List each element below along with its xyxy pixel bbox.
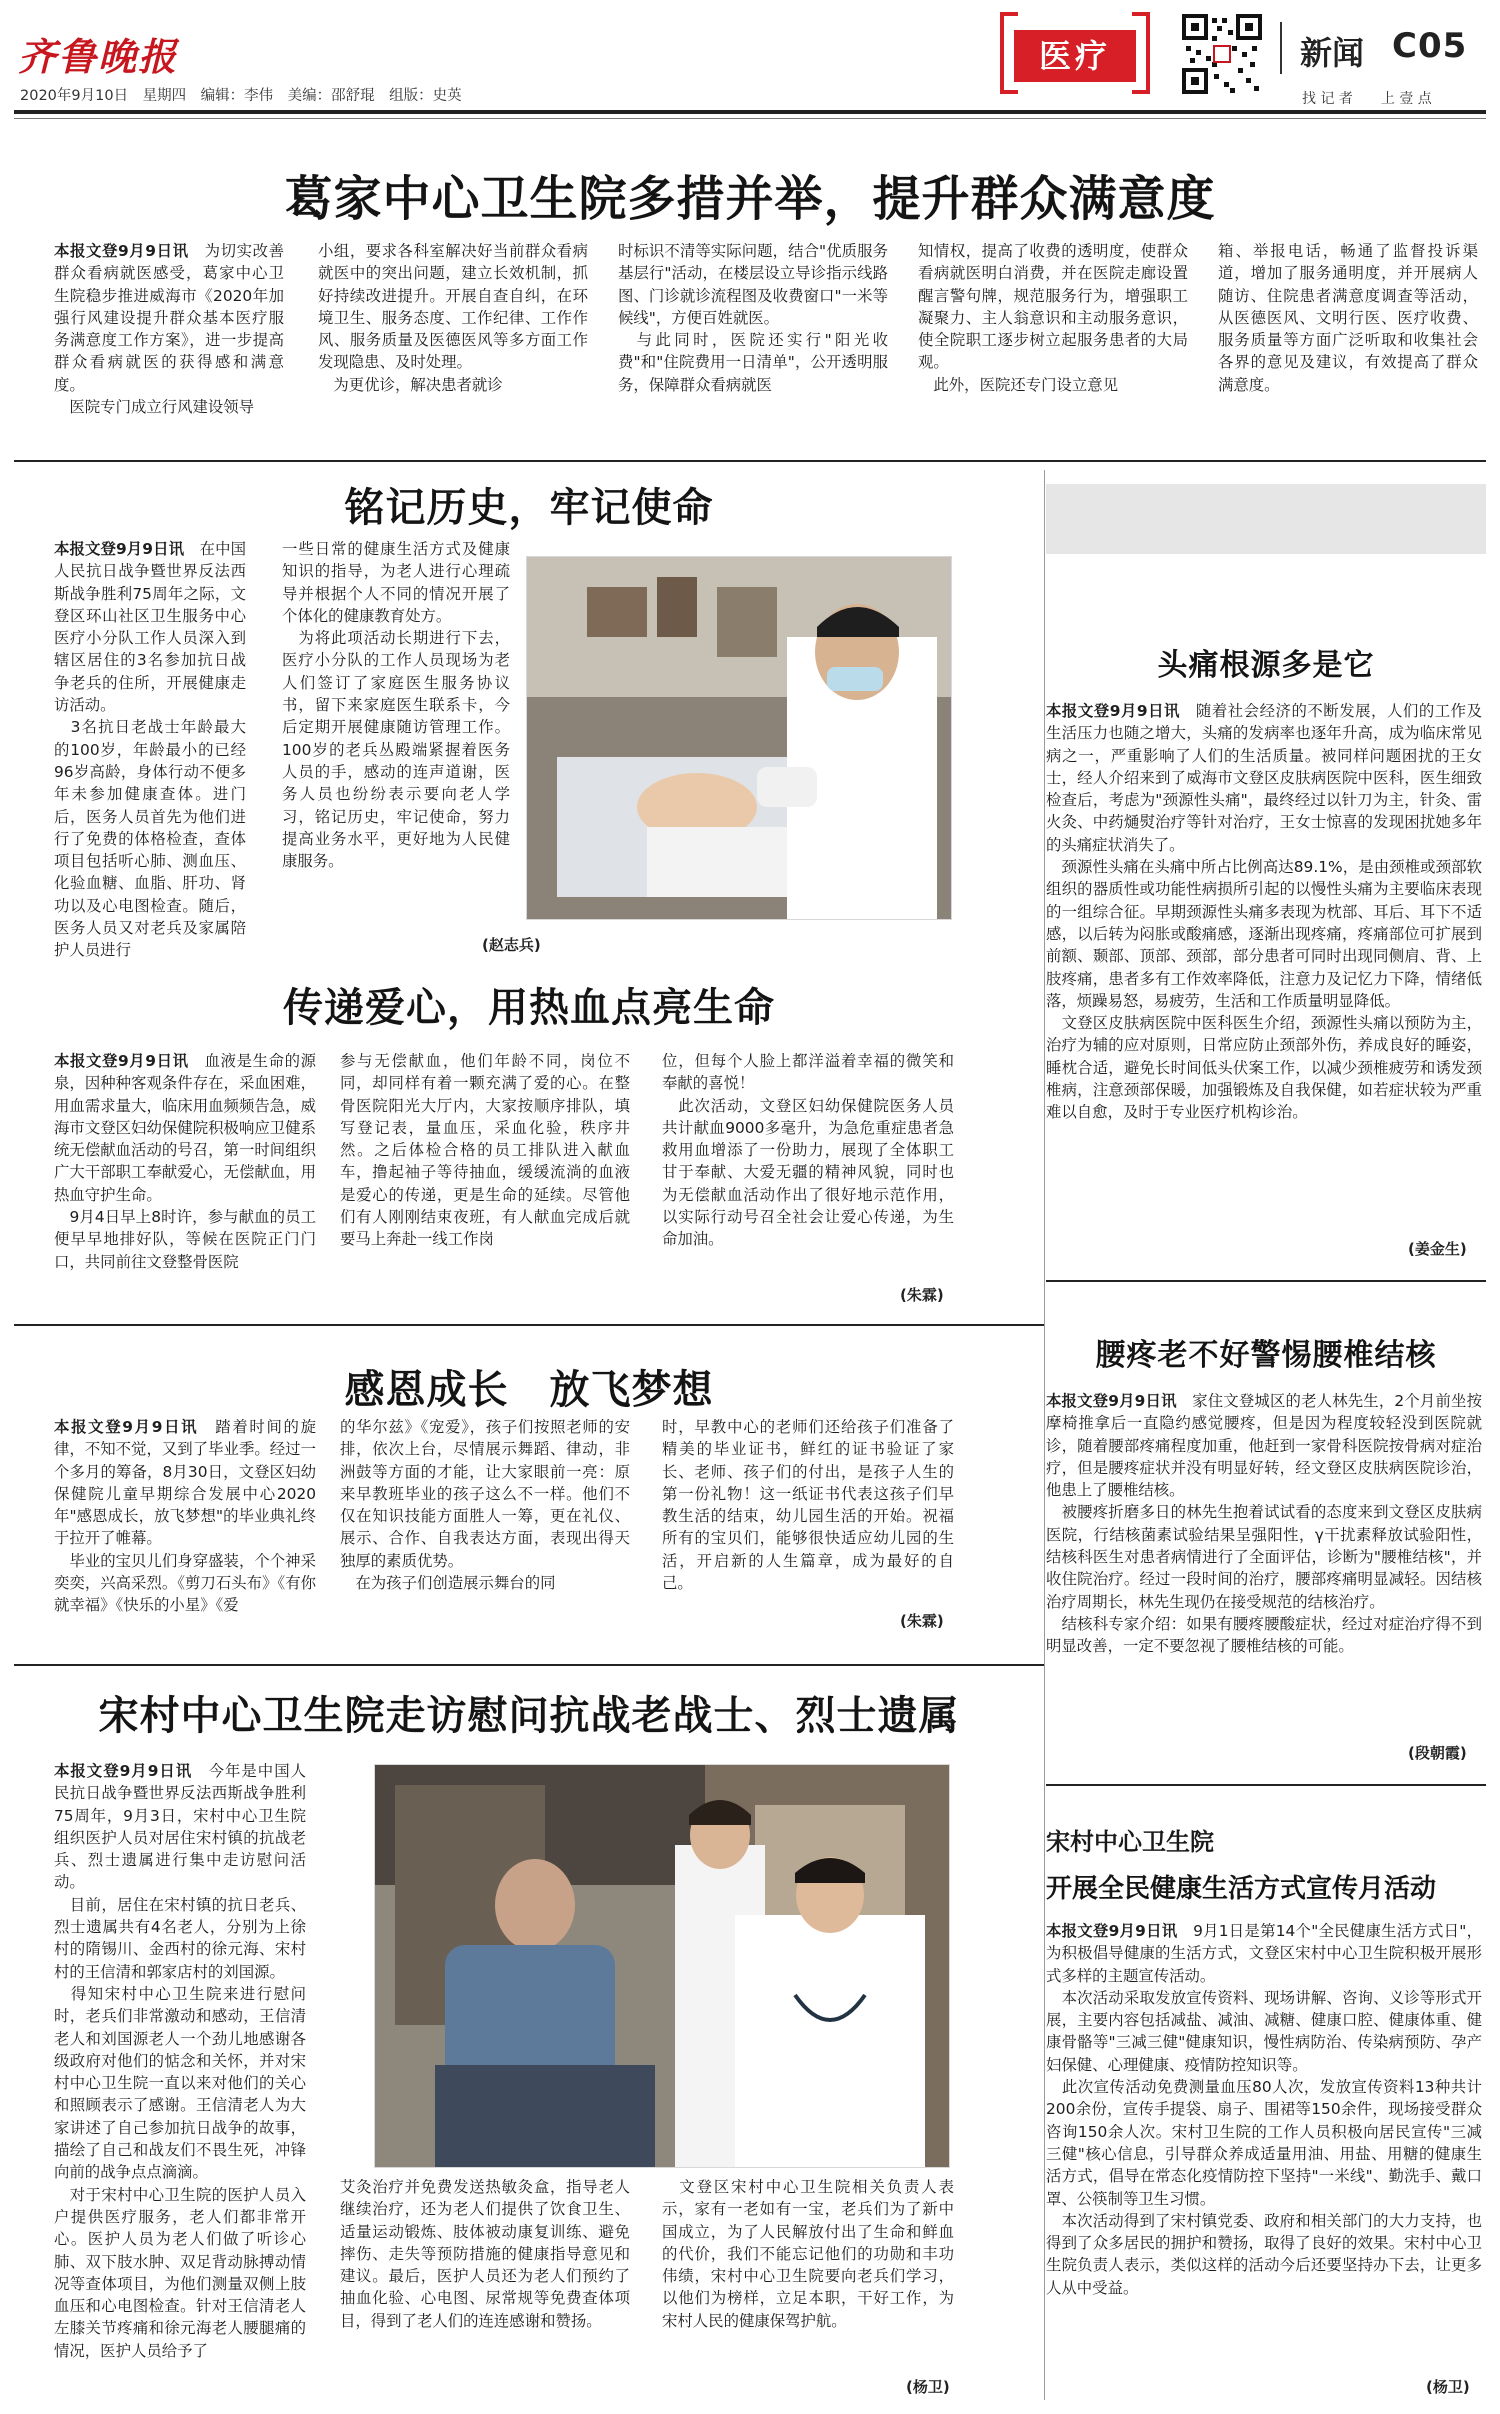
divider [14, 1324, 1044, 1326]
masthead-rule [14, 110, 1486, 114]
article-5-col-3: 文登区宋村中心卫生院相关负责人表示，家有一老如有一宝，老兵们为了新中国成立，为了人民解放付出了生命和鲜血的代价，我们不能忘记他们的功勋和丰功伟绩，宋村中心卫生院要向老兵们学习，以他们为榜样，立足本职，干好工作，为宋村人民的健康保驾护航。 [662, 2178, 954, 2330]
section-name: 新闻 [1300, 34, 1365, 72]
divider [1046, 1784, 1486, 1786]
article-5-col-1: 本报文登9月9日讯 今年是中国人民抗日战争暨世界反法西斯战争胜利75周年，9月3日，宋村中心卫生院组织医护人员对居住宋村镇的抗战老兵、烈士遗属进行集中走访慰问活动。 目前，居住在宋村镇的抗日老兵、烈士遗属共有4名老人，分别为上徐村的隋锡川、金西村的徐元海、宋村村的王信清和郭家店村的刘国源。 得知宋村中心卫生院来进行慰问时，老兵们非常激动和感动，王信清老人和刘国源老人一个劲儿地感谢各级政府对他们的惦念和关怀，并对宋村中心卫生院一直以来对他们的关心和照顾表示了感谢。王信清老人为大家讲述了自己参加抗日战争的故事，描绘了自己和战友们不畏生死，冲锋向前的战争点点滴滴。 对于宋村中心卫生院的医护人员入户提供医疗服务，老人们都非常开心。医护人员为老人们做了听诊心肺、双下肢水肿、双足背动脉搏动情况等查体项目，为他们测量双侧上肢血压和心电图检查。针对王信清老人左膝关节疼痛和徐元海老人腰腿痛的情况，医护人员给予了 [54, 1762, 306, 2360]
article-3-col-3: 位，但每个人脸上都洋溢着幸福的微笑和奉献的喜悦！ 此次活动，文登区妇幼保健院医务人员共计献血9000多毫升，为急危重症患者急救用血增添了一份助力，展现了全体职工甘于奉献、大爱无疆的精神风貌，同时也为无偿献血活动作出了很好地示范作用，以实际行动号召全社会让爱心传递，为生命加油。 [662, 1052, 954, 1249]
article-5-col-2: 艾灸治疗并免费发送热敏灸盒，指导老人继续治疗，还为老人们提供了饮食卫生、适量运动锻炼、肢体被动康复训练、避免摔伤、走失等预防措施的健康指导意见和建议。最后，医护人员还为老人们预约了抽血化验、心电图、尿常规等免费查体项目，得到了老人们的连连感谢和赞扬。 [340, 2178, 630, 2330]
divider [1046, 1280, 1486, 1282]
right-article-3-body: 本报文登9月9日讯 9月1日是第14个"全民健康生活方式日"，为积极倡导健康的生活方式，文登区宋村中心卫生院积极开展形式多样的主题宣传活动。 本次活动采取发放宣传资料、现场讲解、咨询、义诊等形式开展，主要内容包括减盐、减油、减糖、健康口腔、健康体重、健康骨骼等"三减三健"健康知识，慢性病防治、传染病预防、孕产妇保健、心理健康、疫情防控知识等。 此次宣传活动免费测量血压80人次，发放宣传资料13种共计200余份，宣传手提袋、扇子、围裙等150余件，现场接受群众咨询150余人次。宋村卫生院的工作人员积极向居民宣传"三减三健"核心信息，引导群众养成适量用油、用盐、用糖的健康生活方式，倡导在常态化疫情防控下坚持"一米线"、勤洗手、戴口罩、公筷制等卫生习惯。 本次活动得到了宋村镇党委、政府和相关部门的大力支持，也得到了众多居民的拥护和赞扬，取得了良好的效果。宋村中心卫生院负责人表示，类似这样的活动今后还要坚持办下去，让更多人从中受益。 [1046, 1922, 1482, 2297]
article-1-col-1: 本报文登9月9日讯 为切实改善群众看病就医感受，葛家中心卫生院稳步推进威海市《2020年加强行风建设提升群众基本医疗服务满意度工作方案》，进一步提高群众看病就医的获得感和满意度。 医院专门成立行风建设领导 [54, 242, 284, 417]
article-4-signature: (朱霖) [900, 1612, 944, 1630]
section-divider [1280, 22, 1282, 74]
section-tag [1000, 12, 1150, 94]
qr-code[interactable] [1180, 12, 1264, 96]
right-article-1-body: 本报文登9月9日讯 随着社会经济的不断发展，人们的工作及生活压力也随之增大，头痛的发病率也逐年升高，成为临床常见病之一，严重影响了人们的生活质量。被同样问题困扰的王女士，经人介绍来到了威海市文登区皮肤病医院中医科，医生细致检查后，考虑为"颈源性头痛"，最终经过以针刀为主，针灸、雷火灸、中药熥熨治疗等针对治疗，王女士惊喜的发现困扰她多年的头痛症状消失了。 颈源性头痛在头痛中所占比例高达89.1%，是由颈椎或颈部软组织的器质性或功能性病损所引起的以慢性头痛为主要临床表现的一组综合征。早期颈源性头痛多表现为枕部、耳后、耳下不适感，以后转为闷胀或酸痛感，逐渐出现疼痛，疼痛部位可扩展到前额、颞部、顶部、颈部，部分患者可同时出现同侧肩、背、上肢疼痛，患者多有工作效率降低，注意力及记忆力下降，情绪低落，烦躁易怒，易疲劳，生活和工作质量明显降低。 文登区皮肤病医院中医科医生介绍，颈源性头痛以预防为主，治疗为辅的应对原则，日常应防止颈部外伤，养成良好的睡姿，睡枕合适，避免长时间低头伏案工作，以减少颈椎疲劳和诱发颈椎病，注意颈部保暖，加强锻炼及自我保健，如若症状较为严重难以自愈，及时于专业医疗机构诊治。 [1046, 702, 1482, 1122]
right-article-3-title: 开展全民健康生活方式宣传月活动 [1046, 1874, 1437, 1904]
section-tag-label: 医疗 [1014, 30, 1136, 82]
article-2-photo [526, 556, 952, 920]
right-article-1-signature: (姜金生) [1408, 1240, 1467, 1258]
article-3-signature: (朱霖) [900, 1286, 944, 1304]
article-3-col-1: 本报文登9月9日讯 血液是生命的源泉，因种种客观条件存在，采血困难，用血需求量大，临床用血频频告急，威海市文登区妇幼保健院积极响应卫健系统无偿献血活动的号召，第一时间组织广大干部职工奉献爱心，无偿献血，用热血守护生命。 9月4日早上8时许，参与献血的员工便早早地排好队，等候在医院正门门口，共同前往文登整骨医院 [54, 1052, 316, 1271]
article-4-col-3: 时，早教中心的老师们还给孩子们准备了精美的毕业证书，鲜红的证书验证了家长、老师、孩子们的付出，是孩子人生的第一份礼物！这一纸证书代表这孩子们早教生活的结束，幼儿园生活的开始。祝福所有的宝贝们，能够很快适应幼儿园的生活，开启新的人生篇章，成为最好的自己。 [662, 1418, 954, 1593]
date-line: 2020年9月10日 星期四 编辑：李伟 美编：邵舒琨 组版：史英 [20, 88, 462, 104]
right-article-3-signature: (杨卫) [1426, 2378, 1470, 2396]
article-2-title: 铭记历史，牢记使命 [344, 485, 714, 531]
divider [14, 1664, 1044, 1666]
article-1-col-3: 时标识不清等实际问题，结合"优质服务基层行"活动，在楼层设立导诊指示线路图、门诊就诊流程图及收费窗口"一米等候线"，方便百姓就医。 与此同时，医院还实行"阳光收费"和"住院费用一日清单"，公开透明服务，保障群众看病就医 [618, 242, 888, 394]
article-2-col-1: 本报文登9月9日讯 在中国人民抗日战争暨世界反法西斯战争胜利75周年之际，文登区环山社区卫生服务中心医疗小分队工作人员深入到辖区居住的3名参加抗日战争老兵的住所，开展健康走访活动。 3名抗日老战士年龄最大的100岁，年龄最小的已经96岁高龄，身体行动不便多年未参加健康查体。进门后，医务人员首先为他们进行了免费的体格检查，查体项目包括听心肺、测血压、化验血糖、血脂、肝功、肾功以及心电图检查。随后，医务人员又对老兵及家属陪护人员进行 [54, 540, 246, 960]
article-5-photo [374, 1764, 950, 2168]
article-2-col-2: 一些日常的健康生活方式及健康知识的指导，为老人进行心理疏导并根据个人不同的情况开展了个体化的健康教育处方。 为将此项活动长期进行下去，医疗小分队的工作人员现场为老人们签订了家庭医生服务协议书，留下来家庭医生联系卡，今后定期开展健康随访管理工作。100岁的老兵丛殿端紧握着医务人员的手，感动的连声道谢，医务人员也纷纷表示要向老人学习，铭记历史，牢记使命，努力提高业务水平，更好地为人民健康服务。 [282, 540, 510, 871]
article-4-col-1: 本报文登9月9日讯 踏着时间的旋律，不知不觉，又到了毕业季。经过一个多月的筹备，8月30日，文登区妇幼保健院儿童早期综合发展中心2020年"感恩成长，放飞梦想"的毕业典礼终于拉开了帷幕。 毕业的宝贝儿们身穿盛装，个个神采奕奕，兴高采烈。《剪刀石头布》《有你就幸福》《快乐的小星》《爱 [54, 1418, 316, 1615]
masthead-motto: 找 记 者 上 壹 点 [1302, 91, 1432, 107]
article-4-title: 感恩成长 放飞梦想 [344, 1367, 714, 1413]
article-2-signature: (赵志兵) [482, 936, 541, 954]
article-3-col-2: 参与无偿献血，他们年龄不同，岗位不同，却同样有着一颗充满了爱的心。在整骨医院阳光大厅内，大家按顺序排队，填写登记表，量血压，采血化验，秩序井然。之后体检合格的员工排队进入献血车，撸起袖子等待抽血，缓缓流淌的血液是爱心的传递，更是生命的延续。尽管他们有人刚刚结束夜班，有人献血完成后就要马上奔赴一线工作岗 [340, 1052, 630, 1249]
empty-ad-box [1046, 484, 1486, 554]
masthead-rule-thin [14, 118, 1486, 119]
page-number: C05 [1392, 26, 1468, 66]
right-article-2-body: 本报文登9月9日讯 家住文登城区的老人林先生，2个月前坐按摩椅推拿后一直隐约感觉腰疼，但是因为程度较轻没到医院就诊，随着腰部疼痛程度加重，他赶到一家骨科医院按骨病对症治疗，但是腰疼症状并没有明显好转，经文登区皮肤病医院诊治，他患上了腰椎结核。 被腰疼折磨多日的林先生抱着试试看的态度来到文登区皮肤病医院，行结核菌素试验结果呈强阳性，γ干扰素释放试验阳性，结核科医生对患者病情进行了全面评估，诊断为"腰椎结核"，并收住院治疗。经过一段时间的治疗，腰部疼痛明显减轻。因结核治疗周期长，林先生现仍在接受规范的结核治疗。 结核科专家介绍：如果有腰疼腰酸症状，经过对症治疗得不到明显改善，一定不要忽视了腰椎结核的可能。 [1046, 1392, 1482, 1656]
right-article-1-title: 头痛根源多是它 [1157, 648, 1375, 683]
newspaper-logo: 齐鲁晚报 [18, 34, 179, 79]
article-1-col-4: 知情权，提高了收费的透明度，使群众看病就医明白消费，并在医院走廊设置醒言警句牌，规范服务行为，增强职工凝聚力、主人翁意识和主动服务意识，使全院职工逐步树立起服务患者的大局观。 此外，医院还专门设立意见 [918, 242, 1188, 394]
article-1-title: 葛家中心卫生院多措并举，提升群众满意度 [284, 171, 1216, 227]
right-article-2-title: 腰疼老不好警惕腰椎结核 [1095, 1338, 1437, 1373]
article-1-dateline: 本报文登9月9日讯 [54, 242, 189, 260]
article-3-title: 传递爱心，用热血点亮生命 [283, 985, 775, 1031]
article-4-col-2: 的华尔兹》《宠爱》，孩子们按照老师的安排，依次上台，尽情展示舞蹈、律动，非洲鼓等方面的才能，让大家眼前一亮：原来早教班毕业的孩子这么不一样。他们不仅在知识技能方面胜人一筹，更在礼仪、展示、合作、自我表达方面，表现出得天独厚的素质优势。 在为孩子们创造展示舞台的同 [340, 1418, 630, 1593]
right-article-3-kicker: 宋村中心卫生院 [1046, 1828, 1214, 1856]
column-separator [1044, 470, 1045, 2400]
right-article-2-signature: (段朝霞) [1408, 1744, 1467, 1762]
article-1-col-5: 箱、举报电话，畅通了监督投诉渠道，增加了服务通明度，并开展病人随访、住院患者满意度调查等活动，从医德医风、文明行医、医疗收费、服务质量等方面广泛听取和收集社会各界的意见及建议，有效提高了群众满意度。 [1218, 242, 1478, 394]
article-1-col-2: 小组，要求各科室解决好当前群众看病就医中的突出问题，建立长效机制，抓好持续改进提升。开展自查自纠，在环境卫生、服务态度、工作纪律、工作作风、服务质量及医德医风等多方面工作发现隐患、及时处理。 为更优诊，解决患者就诊 [318, 242, 588, 394]
article-5-title: 宋村中心卫生院走访慰问抗战老战士、烈士遗属 [98, 1693, 960, 1739]
divider [14, 460, 1486, 462]
article-5-signature: (杨卫) [906, 2378, 950, 2396]
